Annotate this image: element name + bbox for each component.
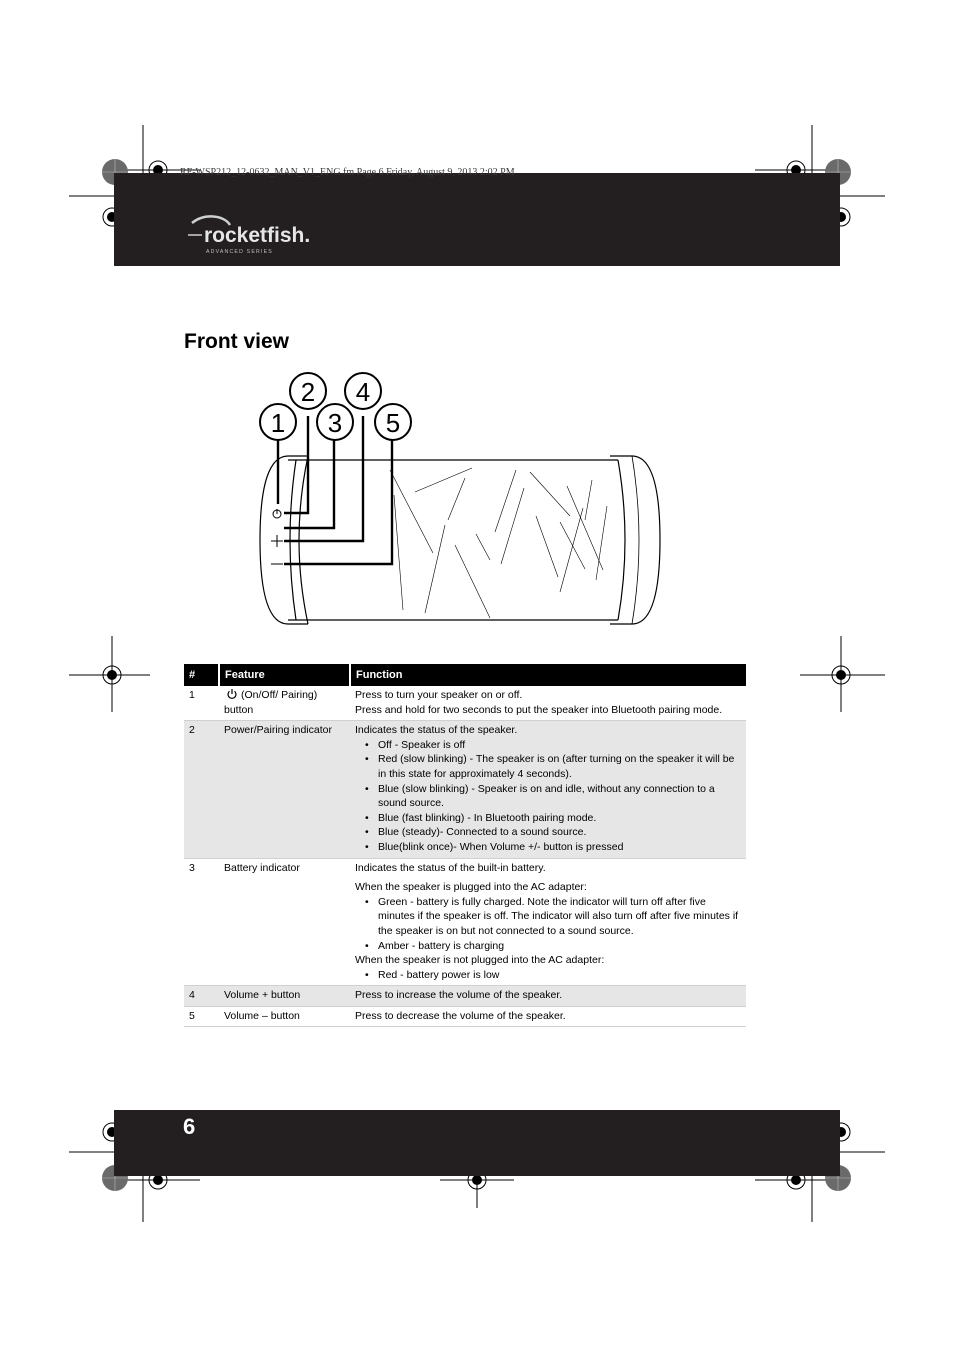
speaker-right-endcap xyxy=(610,456,660,624)
list-item: • Red - battery power is low xyxy=(365,968,742,983)
logo-subtitle: ADVANCED SERIES xyxy=(206,249,273,255)
list-item: • Blue(blink once)- When Volume +/- button is pressed xyxy=(365,840,742,855)
row-function xyxy=(350,858,746,986)
table-row xyxy=(184,686,746,721)
list-item: • Red (slow blinking) - The speaker is on (after turning on the speaker it will be in this state for approximately 4 seconds). xyxy=(365,752,742,781)
header-number: # xyxy=(184,664,219,686)
logo-wordmark: rocketfish. xyxy=(204,224,311,247)
speaker-button-icons xyxy=(271,509,283,564)
row-feature: Volume – button xyxy=(224,1009,300,1022)
table-header-row xyxy=(184,664,746,686)
row-function: Press to increase the volume of the speaker. xyxy=(350,986,746,1007)
row-number: 3 xyxy=(189,861,195,874)
plugged-heading: When the speaker is plugged into the AC adapter: xyxy=(355,881,587,894)
callout-3: 3 xyxy=(327,408,343,438)
row-feature: Power/Pairing indicator xyxy=(219,721,350,858)
rocketfish-logo xyxy=(184,209,324,257)
list-item: • Blue (steady)- Connected to a sound source. xyxy=(365,825,742,840)
table-row xyxy=(184,858,746,986)
function-line: Press to turn your speaker on or off. xyxy=(355,689,523,701)
list-item: • Off - Speaker is off xyxy=(365,738,742,753)
header-feature: Feature xyxy=(219,664,350,686)
function-intro: Indicates the status of the built-in battery. xyxy=(355,861,546,874)
table-row xyxy=(184,986,746,1007)
list-item: • Green - battery is fully charged. Note the indicator will turn off after five minutes if the speaker is off. The indicator will also turn off after five minutes if the speaker is on but not connected to a sound source. xyxy=(365,895,742,939)
row-number: 5 xyxy=(189,1009,195,1022)
row-function: Press to decrease the volume of the speaker. xyxy=(355,1009,566,1022)
function-line: Press and hold for two seconds to put the speaker into Bluetooth pairing mode. xyxy=(355,703,723,716)
callout-1: 1 xyxy=(270,408,286,438)
list-item: • Blue (fast blinking) - In Bluetooth pairing mode. xyxy=(365,811,742,826)
row-number: 1 xyxy=(189,689,195,701)
power-icon xyxy=(226,688,238,700)
page-number: 6 xyxy=(183,1114,196,1139)
unplugged-list xyxy=(355,968,742,983)
row-feature xyxy=(219,686,350,721)
status-list xyxy=(355,738,742,855)
feature-table xyxy=(184,664,746,1027)
header-function: Function xyxy=(350,664,746,686)
plugged-list xyxy=(355,895,742,953)
row-function xyxy=(350,721,746,858)
footer-band xyxy=(114,1110,840,1176)
callout-2: 2 xyxy=(300,377,316,407)
speaker-front-view-diagram xyxy=(240,370,670,640)
row-number: 4 xyxy=(184,986,219,1007)
feature-label: (On/Off/ Pairing) button xyxy=(224,689,318,716)
unplugged-heading: When the speaker is not plugged into the AC adapter: xyxy=(355,954,605,967)
section-title: Front view xyxy=(184,330,290,353)
table-row xyxy=(184,1006,746,1027)
callout-5: 5 xyxy=(385,408,401,438)
file-slug: RF-WSP212_12-0632_MAN_V1_ENG.fm Page 6 Friday, August 9, 2013 2:02 PM xyxy=(180,167,515,178)
function-intro: Indicates the status of the speaker. xyxy=(355,724,518,737)
row-feature: Battery indicator xyxy=(224,861,300,874)
row-feature: Volume + button xyxy=(219,986,350,1007)
table-row xyxy=(184,721,746,858)
list-item: • Blue (slow blinking) - Speaker is on and idle, without any connection to a sound source. xyxy=(365,782,742,811)
callout-4: 4 xyxy=(355,377,371,407)
row-number: 2 xyxy=(184,721,219,858)
list-item: • Amber - battery is charging xyxy=(365,939,742,954)
grille-pattern xyxy=(390,468,607,618)
row-function xyxy=(350,686,746,721)
